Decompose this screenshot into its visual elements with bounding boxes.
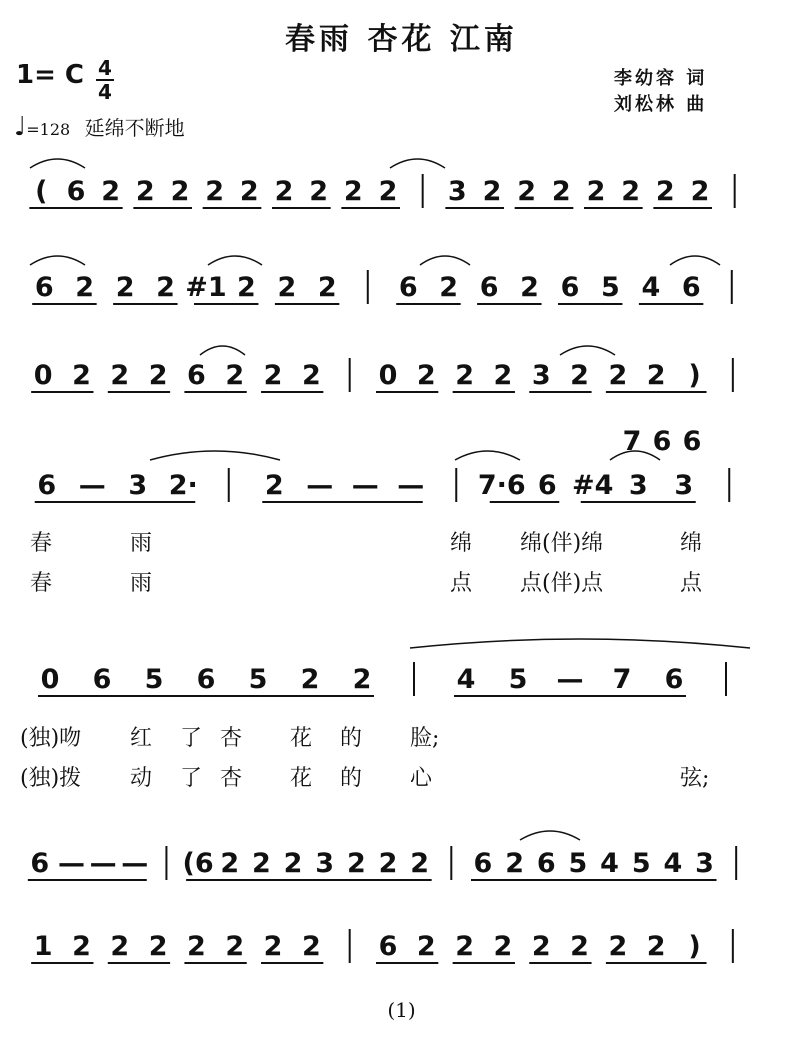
note: 2 bbox=[263, 931, 283, 962]
note: 2 bbox=[551, 176, 571, 207]
note: 3 bbox=[447, 176, 467, 207]
note: 2 bbox=[570, 931, 589, 962]
note: 4 bbox=[663, 848, 683, 879]
note: 3 bbox=[695, 848, 714, 879]
note: 2 bbox=[115, 272, 135, 303]
slur-arc bbox=[420, 256, 470, 265]
note: 2 bbox=[378, 848, 398, 879]
note: 2 bbox=[264, 470, 284, 501]
lyric-verse2: 春 bbox=[30, 571, 53, 596]
note: 2 bbox=[251, 848, 271, 879]
note: 2 bbox=[263, 360, 283, 391]
lyric-verse2: 雨 bbox=[130, 571, 153, 596]
note: 3 bbox=[315, 848, 335, 879]
note: 6 bbox=[187, 360, 206, 391]
note: 3 bbox=[674, 470, 694, 501]
note: 0 bbox=[40, 664, 60, 695]
note: 5 bbox=[568, 848, 588, 879]
note: 2 bbox=[277, 272, 297, 303]
note: 2 bbox=[135, 176, 155, 207]
note: 2 bbox=[410, 848, 430, 879]
note: ) bbox=[688, 360, 701, 391]
note: 0 bbox=[378, 360, 398, 391]
note: 2 bbox=[517, 176, 537, 207]
note: 2 bbox=[301, 360, 321, 391]
note: 5 bbox=[248, 664, 268, 695]
note: 4 bbox=[456, 664, 476, 695]
note: 2 bbox=[586, 176, 606, 207]
lyric-verse1: 的 bbox=[340, 726, 363, 751]
lyric-verse2: 点(伴)点 bbox=[520, 571, 604, 596]
lyric-verse2: 点 bbox=[450, 571, 473, 596]
note: 6 bbox=[398, 272, 418, 303]
note: 2 bbox=[352, 664, 372, 695]
note: 2 bbox=[343, 176, 363, 207]
note: 3 bbox=[128, 470, 148, 501]
note: 2 bbox=[416, 931, 436, 962]
upper-note: 6 bbox=[682, 426, 702, 457]
note: 2 bbox=[439, 272, 459, 303]
page-title: 春雨 杏花 江南 bbox=[285, 22, 518, 57]
upper-note: 7 bbox=[622, 426, 642, 457]
note: — bbox=[556, 664, 584, 695]
lyric-verse1: 雨 bbox=[130, 531, 153, 556]
note: #4 bbox=[572, 470, 614, 501]
lyric-verse2: 杏 bbox=[220, 766, 243, 791]
note: 2 bbox=[309, 176, 329, 207]
lyric-verse2: (独)拨 bbox=[20, 766, 82, 791]
note: 2 bbox=[225, 360, 245, 391]
lyric-verse1: 绵 bbox=[450, 531, 473, 556]
note: 2 bbox=[101, 176, 121, 207]
lyric-verse1: 杏 bbox=[220, 726, 243, 751]
note: 2 bbox=[148, 360, 168, 391]
lyric-verse2: 弦; bbox=[680, 766, 710, 791]
note: 3 bbox=[628, 470, 648, 501]
note: 2 bbox=[170, 176, 190, 207]
note: 2 bbox=[493, 931, 513, 962]
note: 6 bbox=[536, 848, 556, 879]
note: 1 bbox=[33, 931, 53, 962]
note: 7 bbox=[612, 664, 632, 695]
note: 2 bbox=[608, 931, 628, 962]
page-number: (1) bbox=[387, 998, 416, 1022]
slur-arc bbox=[30, 256, 85, 265]
note: 2 bbox=[531, 931, 551, 962]
note: 2 bbox=[225, 931, 245, 962]
lyric-verse1: 绵(伴)绵 bbox=[520, 531, 604, 556]
note: 5 bbox=[144, 664, 164, 695]
slur-arc bbox=[410, 639, 750, 648]
note: #1 bbox=[185, 272, 227, 303]
note: 2 bbox=[690, 176, 710, 207]
note: — bbox=[121, 848, 149, 879]
slur-arc bbox=[150, 451, 280, 460]
note: 2 bbox=[455, 931, 475, 962]
note: 6 bbox=[92, 664, 112, 695]
key-signature: 1= C bbox=[16, 60, 85, 90]
note: 2 bbox=[416, 360, 436, 391]
tempo-expression: 延绵不断地 bbox=[84, 116, 185, 140]
note: — bbox=[78, 470, 106, 501]
note: 6 bbox=[66, 176, 86, 207]
note: 2 bbox=[301, 931, 321, 962]
lyric-verse1: 春 bbox=[30, 531, 53, 556]
slur-arc bbox=[208, 256, 262, 265]
note: 2 bbox=[646, 360, 666, 391]
time-signature-bottom: 4 bbox=[98, 80, 112, 104]
note: — bbox=[89, 848, 117, 879]
note: 2 bbox=[274, 176, 294, 207]
note: 2 bbox=[621, 176, 641, 207]
slur-arc bbox=[560, 346, 615, 355]
slur-arc bbox=[670, 256, 720, 265]
note: 5 bbox=[601, 272, 620, 303]
note: 6 bbox=[34, 272, 54, 303]
composer-credit: 刘松林 曲 bbox=[614, 94, 708, 115]
note: 2 bbox=[570, 360, 589, 391]
note: 2 bbox=[482, 176, 502, 207]
note: 2 bbox=[75, 272, 95, 303]
note: 6 bbox=[37, 470, 57, 501]
lyric-verse2: 的 bbox=[340, 766, 363, 791]
note: 4 bbox=[600, 848, 619, 879]
lyric-verse2: 动 bbox=[130, 766, 153, 791]
upper-note: 6 bbox=[652, 426, 672, 457]
note: ) bbox=[688, 931, 701, 962]
lyric-verse2: 心 bbox=[410, 766, 433, 791]
note: 2 bbox=[148, 931, 168, 962]
note: 2 bbox=[378, 176, 398, 207]
lyricist-credit: 李幼容 词 bbox=[614, 68, 708, 89]
slur-arc bbox=[520, 831, 580, 840]
note: 2 bbox=[317, 272, 337, 303]
note: ( bbox=[35, 176, 48, 207]
note: 6 bbox=[473, 848, 493, 879]
note: 2 bbox=[283, 848, 303, 879]
note: — bbox=[351, 470, 379, 501]
note: 2 bbox=[72, 360, 91, 391]
note: 2 bbox=[655, 176, 675, 207]
note: 2· bbox=[168, 470, 198, 501]
tempo-value: =128 bbox=[26, 120, 71, 139]
note: 5 bbox=[508, 664, 528, 695]
note: 0 bbox=[33, 360, 53, 391]
note: 2 bbox=[72, 931, 91, 962]
slur-arc bbox=[30, 159, 85, 168]
note: 2 bbox=[110, 931, 130, 962]
note: 7·6 bbox=[477, 470, 526, 501]
note: 2 bbox=[646, 931, 666, 962]
note: 6 bbox=[664, 664, 684, 695]
quarter-note-icon: ♩ bbox=[14, 112, 27, 142]
note: 6 bbox=[560, 272, 580, 303]
time-signature-top: 4 bbox=[98, 56, 112, 80]
lyric-verse2: 了 bbox=[180, 766, 203, 791]
lyric-verse1: 绵 bbox=[680, 531, 703, 556]
note: 6 bbox=[537, 470, 557, 501]
note: 5 bbox=[631, 848, 651, 879]
note: 2 bbox=[493, 360, 513, 391]
note: 2 bbox=[520, 272, 539, 303]
note: 6 bbox=[196, 664, 216, 695]
note: (6 bbox=[182, 848, 214, 879]
slur-arc bbox=[200, 346, 245, 355]
note: 2 bbox=[239, 176, 259, 207]
note: 6 bbox=[378, 931, 398, 962]
lyric-verse2: 花 bbox=[290, 766, 313, 791]
note: 2 bbox=[220, 848, 240, 879]
lyric-verse1: 花 bbox=[290, 726, 313, 751]
note: 2 bbox=[187, 931, 206, 962]
note: 2 bbox=[156, 272, 175, 303]
note: — bbox=[306, 470, 334, 501]
note: 6 bbox=[479, 272, 499, 303]
note: 6 bbox=[30, 848, 50, 879]
note: 2 bbox=[300, 664, 320, 695]
note: 2 bbox=[455, 360, 475, 391]
note: 2 bbox=[110, 360, 130, 391]
lyric-verse2: 点 bbox=[680, 571, 703, 596]
note: 4 bbox=[641, 272, 661, 303]
lyric-verse1: 了 bbox=[180, 726, 203, 751]
lyric-verse1: (独)吻 bbox=[20, 726, 82, 751]
note: 2 bbox=[205, 176, 225, 207]
note: 2 bbox=[608, 360, 628, 391]
lyric-verse1: 脸; bbox=[410, 726, 440, 751]
lyric-verse1: 红 bbox=[130, 726, 153, 751]
note: 2 bbox=[237, 272, 256, 303]
note: 3 bbox=[531, 360, 551, 391]
slur-arc bbox=[455, 451, 520, 460]
note: 2 bbox=[346, 848, 366, 879]
note: 2 bbox=[505, 848, 525, 879]
slur-arc bbox=[390, 159, 445, 168]
note: 6 bbox=[681, 272, 701, 303]
note: — bbox=[397, 470, 425, 501]
note: — bbox=[57, 848, 85, 879]
